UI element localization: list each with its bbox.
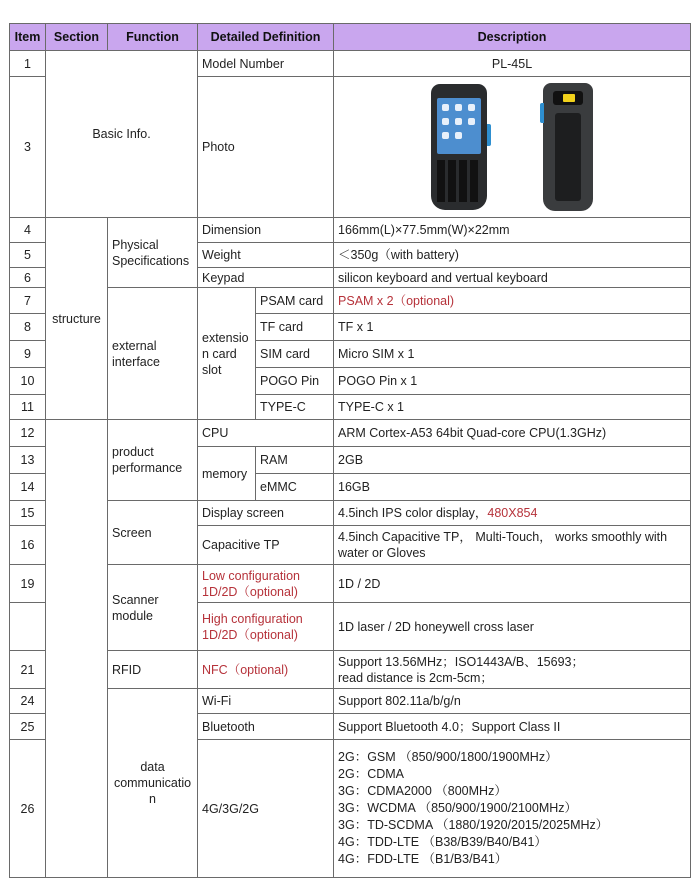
item-number: 4 — [10, 218, 46, 243]
ram-value: 2GB — [334, 447, 691, 474]
item-number-empty — [10, 603, 46, 651]
band-line: 4G：FDD-LTE （B1/B3/B41） — [338, 852, 508, 866]
header-row — [10, 24, 691, 51]
detail-bluetooth: Bluetooth — [198, 714, 334, 740]
item-number: 13 — [10, 447, 46, 474]
item-number: 9 — [10, 341, 46, 368]
band-line: 4G：TDD-LTE （B38/B39/B40/B41） — [338, 835, 547, 849]
scanner-module-function: Scanner module — [108, 565, 198, 651]
cpu-value: ARM Cortex-A53 64bit Quad-core CPU(1.3GHz) — [334, 420, 691, 447]
dimension-value: 166mm(L)×77.5mm(W)×22mm — [334, 218, 691, 243]
low-configuration-value: 1D / 2D — [334, 565, 691, 603]
item-number: 3 — [10, 77, 46, 218]
phone-back-image — [543, 83, 593, 211]
display-screen-text: 4.5inch IPS color display， — [338, 506, 488, 520]
psam-card-value: PSAM x 2（optional) — [334, 288, 691, 314]
detail-pogo-pin: POGO Pin — [256, 368, 334, 395]
type-c-value: TYPE-C x 1 — [334, 395, 691, 420]
photo-cell — [334, 77, 691, 218]
detail-capacitive-tp: Capacitive TP — [198, 526, 334, 565]
table-row — [10, 565, 691, 603]
item-number: 12 — [10, 420, 46, 447]
detail-ram: RAM — [256, 447, 334, 474]
detail-display-screen: Display screen — [198, 501, 334, 526]
detail-low-configuration: Low configuration 1D/2D（optional) — [198, 565, 334, 603]
model-number-value: PL-45L — [334, 51, 691, 77]
item-number: 14 — [10, 474, 46, 501]
extension-card-slot-label: extensio n card slot — [198, 288, 256, 420]
detail-weight: Weight — [198, 243, 334, 268]
physical-specifications-function: Physical Specifications — [108, 218, 198, 288]
band-line: 2G：GSM （850/900/1800/1900MHz） — [338, 750, 558, 764]
table-row — [10, 288, 691, 314]
rfid-function: RFID — [108, 651, 198, 689]
table-row — [10, 51, 691, 77]
external-interface-function: external interface — [108, 288, 198, 420]
table-row — [10, 501, 691, 526]
display-resolution: 480X854 — [487, 506, 538, 520]
detail-nfc: NFC（optional) — [198, 651, 334, 689]
table-row — [10, 420, 691, 447]
wifi-value: Support 802.11a/b/g/n — [334, 689, 691, 714]
detail-model-number: Model Number — [198, 51, 334, 77]
detail-cellular: 4G/3G/2G — [198, 740, 334, 878]
sim-card-value: Micro SIM x 1 — [334, 341, 691, 368]
band-line: 3G：CDMA2000 （800MHz） — [338, 784, 507, 798]
structure-section: structure — [46, 218, 108, 420]
cellular-bands — [334, 740, 691, 878]
item-number: 24 — [10, 689, 46, 714]
empty-section — [46, 420, 108, 878]
item-number: 19 — [10, 565, 46, 603]
item-number: 15 — [10, 501, 46, 526]
item-number: 25 — [10, 714, 46, 740]
item-number: 11 — [10, 395, 46, 420]
detail-photo: Photo — [198, 77, 334, 218]
detail-cpu: CPU — [198, 420, 334, 447]
detail-keypad: Keypad — [198, 268, 334, 288]
band-line: 2G：CDMA — [338, 767, 404, 781]
header-function: Function — [108, 24, 198, 51]
header-section: Section — [46, 24, 108, 51]
basic-info-section: Basic Info. — [46, 51, 198, 218]
spec-table — [9, 23, 691, 878]
nfc-line-2: read distance is 2cm-5cm； — [338, 670, 493, 685]
table-row — [10, 689, 691, 714]
pogo-pin-value: POGO Pin x 1 — [334, 368, 691, 395]
item-number: 8 — [10, 314, 46, 341]
header-detailed-definition: Detailed Definition — [198, 24, 334, 51]
item-number: 21 — [10, 651, 46, 689]
detail-sim-card: SIM card — [256, 341, 334, 368]
display-screen-value — [334, 501, 691, 526]
table-row — [10, 218, 691, 243]
memory-label: memory — [198, 447, 256, 501]
nfc-value — [334, 651, 691, 689]
detail-dimension: Dimension — [198, 218, 334, 243]
detail-tf-card: TF card — [256, 314, 334, 341]
phone-front-image — [431, 84, 487, 210]
bluetooth-value: Support Bluetooth 4.0；Support Class II — [334, 714, 691, 740]
band-line: 3G：WCDMA （850/900/1900/2100MHz） — [338, 801, 578, 815]
item-number: 10 — [10, 368, 46, 395]
emmc-value: 16GB — [334, 474, 691, 501]
band-line: 3G：TD-SCDMA （1880/1920/2015/2025MHz） — [338, 818, 609, 832]
item-number: 5 — [10, 243, 46, 268]
detail-psam-card: PSAM card — [256, 288, 334, 314]
tf-card-value: TF x 1 — [334, 314, 691, 341]
header-item: Item — [10, 24, 46, 51]
header-description: Description — [334, 24, 691, 51]
item-number: 7 — [10, 288, 46, 314]
detail-type-c: TYPE-C — [256, 395, 334, 420]
detail-high-configuration: High configuration 1D/2D（optional) — [198, 603, 334, 651]
item-number: 16 — [10, 526, 46, 565]
screen-function: Screen — [108, 501, 198, 565]
high-configuration-value: 1D laser / 2D honeywell cross laser — [334, 603, 691, 651]
product-performance-function: product performance — [108, 420, 198, 501]
detail-wifi: Wi-Fi — [198, 689, 334, 714]
detail-emmc: eMMC — [256, 474, 334, 501]
item-number: 1 — [10, 51, 46, 77]
item-number: 6 — [10, 268, 46, 288]
nfc-line-1: Support 13.56MHz；ISO1443A/B、15693； — [338, 654, 584, 669]
table-row — [10, 651, 691, 689]
item-number: 26 — [10, 740, 46, 878]
weight-value: ＜350g（with battery) — [334, 243, 691, 268]
data-communication-function: data communicatio n — [108, 689, 198, 878]
capacitive-tp-value: 4.5inch Capacitive TP， Multi-Touch， works smoothly with water or Gloves — [334, 526, 691, 565]
keypad-value: silicon keyboard and vertual keyboard — [334, 268, 691, 288]
